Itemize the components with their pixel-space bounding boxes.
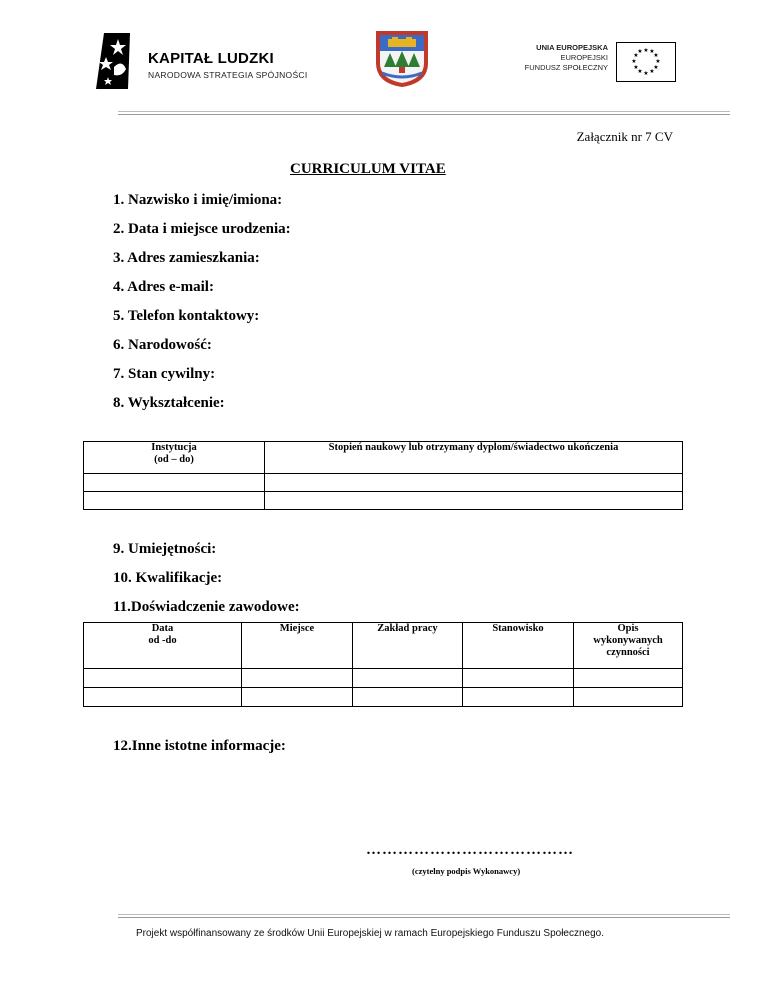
field-name: 1. Nazwisko i imię/imiona: <box>113 192 283 208</box>
header-rule-bottom <box>118 114 730 115</box>
education-cell[interactable] <box>84 492 265 510</box>
education-row <box>84 474 683 492</box>
education-col-institution-line1: Instytucja <box>151 442 197 453</box>
experience-col-position: Stanowisko <box>463 623 574 669</box>
svg-text:★: ★ <box>637 68 643 75</box>
experience-col-date-line1: Data <box>151 623 174 634</box>
experience-col-date-line2: od -do <box>148 635 177 646</box>
education-col-institution-line2: (od – do) <box>154 454 194 465</box>
field-experience: 11.Doświadczenie zawodowe: <box>113 599 300 615</box>
page-title: CURRICULUM VITAE <box>290 161 446 177</box>
svg-text:★: ★ <box>649 68 655 75</box>
experience-col-duties <box>574 623 683 669</box>
eu-flag-icon <box>616 42 676 82</box>
field-other-info: 12.Inne istotne informacje: <box>113 738 286 754</box>
svg-text:★: ★ <box>653 52 659 59</box>
experience-cell[interactable] <box>463 688 574 707</box>
signature-line[interactable]: ………………………………… <box>366 842 574 858</box>
education-row <box>84 492 683 510</box>
experience-col-duties-line3: czynności <box>606 647 650 658</box>
experience-col-duties-line1: Opis <box>617 623 639 634</box>
kapital-ludzki-title: KAPITAŁ LUDZKI <box>148 50 274 67</box>
experience-cell[interactable] <box>242 688 353 707</box>
signature-caption: (czytelny podpis Wykonawcy) <box>412 866 521 876</box>
education-cell[interactable] <box>265 474 683 492</box>
footer-text: Projekt współfinansowany ze środków Unii Europejskiej w ramach Europejskiego Funduszu Społecznego. <box>136 928 605 939</box>
eu-line-2: EUROPEJSKI <box>560 53 608 62</box>
experience-cell[interactable] <box>574 669 683 688</box>
field-qualifications: 10. Kwalifikacje: <box>113 570 223 586</box>
field-email: 4. Adres e-mail: <box>113 279 214 295</box>
svg-text:★: ★ <box>653 64 659 71</box>
education-table <box>83 441 683 510</box>
field-address: 3. Adres zamieszkania: <box>113 250 260 266</box>
footer-rule-top <box>118 914 730 915</box>
experience-cell[interactable] <box>353 688 463 707</box>
svg-text:★: ★ <box>637 48 643 55</box>
field-phone: 5. Telefon kontaktowy: <box>113 308 260 324</box>
experience-row <box>84 669 683 688</box>
education-col-institution <box>84 442 265 474</box>
experience-header-row <box>84 623 683 669</box>
kapital-ludzki-emblem-icon <box>96 31 136 91</box>
svg-text:★: ★ <box>643 47 649 54</box>
svg-text:★: ★ <box>631 58 637 65</box>
kapital-ludzki-logo <box>96 31 136 91</box>
field-birth: 2. Data i miejsce urodzenia: <box>113 221 291 237</box>
coat-of-arms-icon <box>374 29 430 89</box>
experience-cell[interactable] <box>84 669 242 688</box>
svg-text:★: ★ <box>633 52 639 59</box>
kapital-ludzki-subtitle: NARODOWA STRATEGIA SPÓJNOŚCI <box>148 70 308 80</box>
experience-row <box>84 688 683 707</box>
annex-label: Załącznik nr 7 CV <box>576 129 673 144</box>
education-cell[interactable] <box>265 492 683 510</box>
experience-cell[interactable] <box>84 688 242 707</box>
education-header-row <box>84 442 683 474</box>
footer-rule-bottom <box>118 917 730 918</box>
eu-label <box>478 43 608 73</box>
eu-line-1: UNIA EUROPEJSKA <box>536 43 608 52</box>
eu-line-3: FUNDUSZ SPOŁECZNY <box>524 63 608 72</box>
svg-text:★: ★ <box>655 58 661 65</box>
experience-col-employer: Zakład pracy <box>353 623 463 669</box>
svg-text:★: ★ <box>649 48 655 55</box>
experience-col-place: Miejsce <box>242 623 353 669</box>
svg-text:★: ★ <box>633 64 639 71</box>
field-nationality: 6. Narodowość: <box>113 337 212 353</box>
experience-cell[interactable] <box>463 669 574 688</box>
education-cell[interactable] <box>84 474 265 492</box>
experience-col-duties-line2: wykonywanych <box>593 635 663 646</box>
education-col-degree: Stopień naukowy lub otrzymany dyplom/świadectwo ukończenia <box>265 442 683 474</box>
experience-col-date <box>84 623 242 669</box>
svg-text:★: ★ <box>643 70 649 77</box>
experience-cell[interactable] <box>353 669 463 688</box>
field-marital-status: 7. Stan cywilny: <box>113 366 216 382</box>
field-skills: 9. Umiejętności: <box>113 541 217 557</box>
header-rule-top <box>118 111 730 112</box>
experience-cell[interactable] <box>242 669 353 688</box>
field-education: 8. Wykształcenie: <box>113 395 225 411</box>
experience-cell[interactable] <box>574 688 683 707</box>
experience-table <box>83 622 683 707</box>
